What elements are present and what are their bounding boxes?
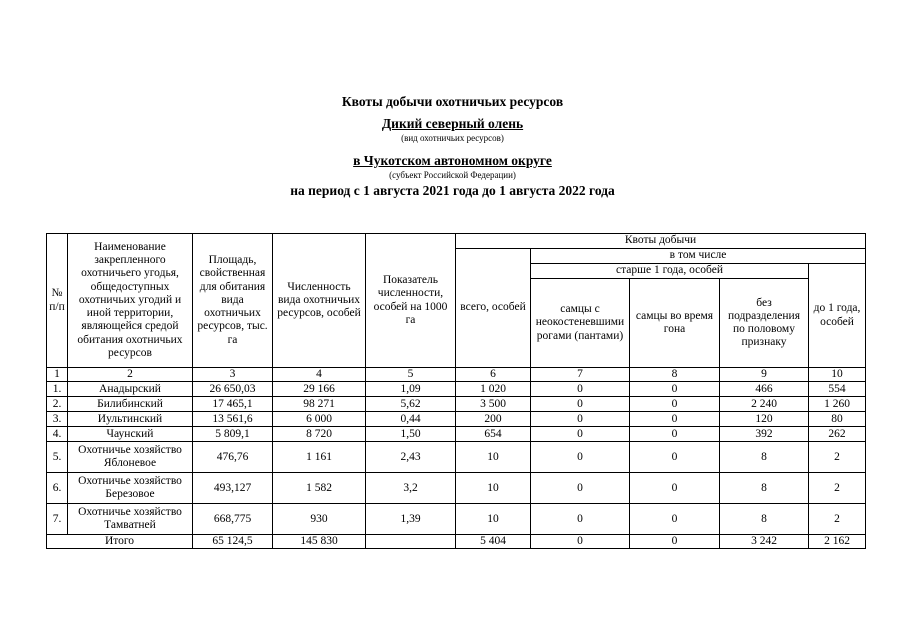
row-population: 6 000 (273, 412, 366, 427)
col-header-rut: самцы во время гона (630, 279, 720, 368)
row-total: 3 500 (456, 397, 531, 412)
row-num: 4. (47, 427, 68, 442)
row-nosex: 466 (720, 382, 809, 397)
row-rut: 0 (630, 504, 720, 535)
row-rut: 0 (630, 412, 720, 427)
table-row (47, 504, 866, 535)
row-total: 10 (456, 442, 531, 473)
col-header-area: Площадь, свойственная для обитания вида охотничьих ресурсов, тыс. га (193, 234, 273, 368)
col-number: 7 (531, 368, 630, 382)
col-number: 2 (68, 368, 193, 382)
total-population: 145 830 (273, 535, 366, 549)
col-header-including: в том числе (531, 249, 866, 264)
row-num: 3. (47, 412, 68, 427)
row-young: 2 (809, 473, 866, 504)
row-velvet: 0 (531, 382, 630, 397)
table-row (47, 473, 866, 504)
table-row (47, 427, 866, 442)
total-label: Итого (47, 535, 193, 549)
species-name: Дикий северный олень (381, 116, 524, 131)
row-population: 930 (273, 504, 366, 535)
row-density: 5,62 (366, 397, 456, 412)
col-header-density: Показатель численности, особей на 1000 га (366, 234, 456, 368)
region-note: (субъект Российской Федерации) (389, 170, 516, 180)
total-area: 65 124,5 (193, 535, 273, 549)
row-population: 8 720 (273, 427, 366, 442)
row-name: Охотничье хозяйство Тамватней (68, 504, 193, 535)
row-total: 10 (456, 504, 531, 535)
row-area: 13 561,6 (193, 412, 273, 427)
total-young: 2 162 (809, 535, 866, 549)
row-name: Охотничье хозяйство Березовое (68, 473, 193, 504)
row-area: 493,127 (193, 473, 273, 504)
row-area: 17 465,1 (193, 397, 273, 412)
col-number: 10 (809, 368, 866, 382)
row-young: 554 (809, 382, 866, 397)
col-header-total: всего, особей (456, 249, 531, 368)
total-velvet: 0 (531, 535, 630, 549)
row-nosex: 8 (720, 504, 809, 535)
row-density: 1,39 (366, 504, 456, 535)
row-area: 476,76 (193, 442, 273, 473)
region-name: в Чукотском автономном округе (353, 153, 552, 168)
row-rut: 0 (630, 473, 720, 504)
row-name: Чаунский (68, 427, 193, 442)
row-num: 2. (47, 397, 68, 412)
row-velvet: 0 (531, 427, 630, 442)
table-row (47, 412, 866, 427)
row-young: 2 (809, 504, 866, 535)
row-density: 0,44 (366, 412, 456, 427)
row-num: 1. (47, 382, 68, 397)
row-velvet: 0 (531, 473, 630, 504)
period-text: на период с 1 августа 2021 года до 1 августа 2022 года (290, 183, 615, 198)
row-population: 1 161 (273, 442, 366, 473)
quota-table (46, 233, 866, 549)
col-header-nosex: без подразделения по половому признаку (720, 279, 809, 368)
row-young: 1 260 (809, 397, 866, 412)
col-number: 3 (193, 368, 273, 382)
row-total: 200 (456, 412, 531, 427)
row-velvet: 0 (531, 442, 630, 473)
row-population: 98 271 (273, 397, 366, 412)
row-population: 29 166 (273, 382, 366, 397)
col-number: 9 (720, 368, 809, 382)
row-nosex: 2 240 (720, 397, 809, 412)
col-header-num: № п/п (47, 234, 68, 368)
col-header-older: старше 1 года, особей (531, 264, 809, 279)
row-total: 10 (456, 473, 531, 504)
col-header-name: Наименование закрепленного охотничьего угодья, общедоступных охотничьих угодий и иной территории, являющейся средой обитания охотничьих ресурсов (68, 234, 193, 368)
row-density: 3,2 (366, 473, 456, 504)
col-number: 4 (273, 368, 366, 382)
row-name: Охотничье хозяйство Яблоневое (68, 442, 193, 473)
row-area: 668,775 (193, 504, 273, 535)
table-row (47, 397, 866, 412)
species-note: (вид охотничьих ресурсов) (401, 133, 504, 143)
header-row-1 (47, 234, 866, 249)
row-name: Анадырский (68, 382, 193, 397)
col-header-population: Численность вида охотничьих ресурсов, особей (273, 234, 366, 368)
column-numbers-row (47, 368, 866, 382)
row-rut: 0 (630, 427, 720, 442)
col-number: 1 (47, 368, 68, 382)
total-density (366, 535, 456, 549)
row-young: 80 (809, 412, 866, 427)
row-young: 2 (809, 442, 866, 473)
row-total: 1 020 (456, 382, 531, 397)
row-nosex: 120 (720, 412, 809, 427)
row-density: 1,09 (366, 382, 456, 397)
row-name: Билибинский (68, 397, 193, 412)
row-name: Иультинский (68, 412, 193, 427)
row-rut: 0 (630, 382, 720, 397)
table-row (47, 442, 866, 473)
col-number: 8 (630, 368, 720, 382)
row-area: 26 650,03 (193, 382, 273, 397)
row-num: 6. (47, 473, 68, 504)
row-area: 5 809,1 (193, 427, 273, 442)
row-rut: 0 (630, 397, 720, 412)
row-population: 1 582 (273, 473, 366, 504)
col-header-young: до 1 года, особей (809, 264, 866, 368)
row-young: 262 (809, 427, 866, 442)
row-nosex: 392 (720, 427, 809, 442)
row-density: 2,43 (366, 442, 456, 473)
table-row (47, 382, 866, 397)
col-number: 5 (366, 368, 456, 382)
row-num: 5. (47, 442, 68, 473)
row-total: 654 (456, 427, 531, 442)
row-nosex: 8 (720, 473, 809, 504)
col-header-velvet: самцы с неокостеневшими рогами (пантами) (531, 279, 630, 368)
total-nosex: 3 242 (720, 535, 809, 549)
row-nosex: 8 (720, 442, 809, 473)
row-velvet: 0 (531, 397, 630, 412)
total-row (47, 535, 866, 549)
document-title: Квоты добычи охотничьих ресурсов (341, 94, 564, 109)
row-num: 7. (47, 504, 68, 535)
col-number: 6 (456, 368, 531, 382)
row-rut: 0 (630, 442, 720, 473)
total-total: 5 404 (456, 535, 531, 549)
row-density: 1,50 (366, 427, 456, 442)
total-rut: 0 (630, 535, 720, 549)
col-header-quota-group: Квоты добычи (456, 234, 866, 249)
row-velvet: 0 (531, 504, 630, 535)
row-velvet: 0 (531, 412, 630, 427)
